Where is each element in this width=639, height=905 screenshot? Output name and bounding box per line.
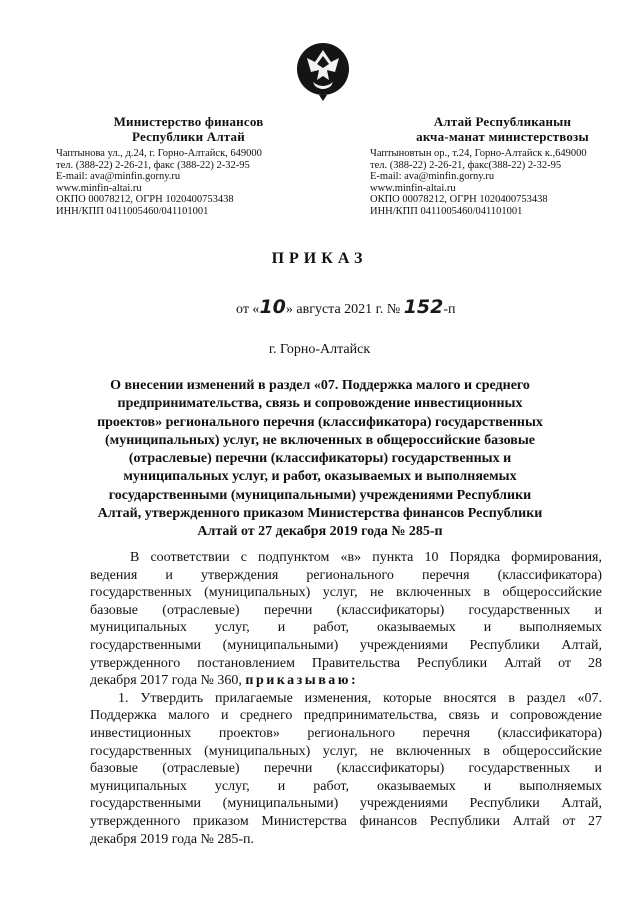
body-line: Поддержка малого и среднего предпринимательства, связь и сопровождение — [90, 708, 602, 724]
org-line: Алтай Республиканын — [433, 114, 572, 129]
body-line: декабря 2019 года № 285-п. — [90, 831, 255, 847]
phone-line: тел. (388-22) 2-26-21, факс (388-22) 2-32-95 — [56, 159, 250, 171]
subject-line: Алтай, утвержденного приказом Министерства финансов Республики — [97, 506, 543, 522]
address-line: Чаптынова ул., д.24, г. Горно-Алтайск, 649000 — [56, 148, 262, 159]
inn-line: ИНН/КПП 0411005460/041101001 — [370, 205, 523, 217]
order-body — [90, 549, 602, 848]
subject-line: проектов» регионального перечня (классификатора) государственных — [97, 414, 543, 430]
subject-line: (отраслевые) перечни (классификаторы) государственных и — [128, 451, 512, 467]
order-subject — [70, 377, 570, 542]
handwritten-number: 152 — [403, 296, 444, 318]
date-middle: » августа 2021 г. № — [285, 302, 401, 317]
handwritten-day: 10 — [259, 296, 286, 318]
subject-line: Алтай от 27 декабря 2019 года № 285-п — [197, 524, 443, 540]
number-suffix: -п — [443, 302, 456, 317]
website-line: www.minfin-altai.ru — [56, 182, 142, 194]
body-line: инвестиционных проектов» регионального перечня (классификатора) — [90, 725, 602, 741]
body-line: базовые (отраслевые) перечни (классификаторы) государственных и — [90, 761, 602, 777]
okpo-line: ОКПО 00078212, ОГРН 1020400753438 — [370, 194, 548, 205]
body-line: государственных (муниципальных) услуг, не включенных в общероссийские — [90, 743, 602, 759]
body-line: базовые (отраслевые) перечни (классификаторы) государственных и — [90, 602, 602, 618]
org-name-left — [56, 114, 321, 144]
date-line — [236, 296, 456, 318]
body-line: муниципальных услуг, и работ, оказываемых и выполняемых — [90, 620, 602, 636]
subject-line: муниципальных услуг, и работ, оказываемых и выполняемых — [123, 469, 517, 485]
document-title: ПРИКАЗ — [271, 250, 368, 267]
body-line: государственными (муниципальными) учреждениями Республики Алтай, — [90, 796, 602, 812]
okpo-line: ОКПО 00078212, ОГРН 1020400753438 — [56, 194, 234, 205]
subject-line: О внесении изменений в раздел «07. Поддержка малого и среднего — [110, 378, 530, 393]
body-line — [90, 672, 602, 690]
order-keyword: приказываю: — [245, 673, 359, 689]
header-right — [370, 114, 635, 217]
body-line: государственных (муниципальных) услуг, не включенных в общероссийские — [90, 585, 602, 601]
date-prefix: от « — [236, 302, 260, 317]
website-line: www.minfin-altai.ru — [370, 182, 456, 194]
body-line: утвержденного постановлением Правительства Республики Алтай от 28 — [90, 655, 602, 671]
org-name-right — [370, 114, 635, 144]
body-line: муниципальных услуг, и работ, оказываемых и выполняемых — [90, 778, 602, 794]
body-text: декабря 2017 года № 360, — [90, 673, 242, 689]
org-line: акча-манат министерствозы — [416, 129, 589, 144]
body-line: 1. Утвердить прилагаемые изменения, которые вносятся в раздел «07. — [118, 690, 602, 706]
email-line: E-mail: ava@minfin.gorny.ru — [370, 171, 495, 182]
inn-line: ИНН/КПП 0411005460/041101001 — [56, 205, 209, 217]
org-line: Республики Алтай — [132, 129, 245, 144]
org-line: Министерство финансов — [113, 114, 264, 129]
subject-line: государственными (муниципальными) учреждениями Республики — [108, 487, 532, 503]
body-line: государственными (муниципальными) учреждениями Республики Алтай, — [90, 637, 602, 653]
phone-line: тел. (388-22) 2-26-21, факс(388-22) 2-32-95 — [370, 159, 562, 171]
email-line: E-mail: ava@minfin.gorny.ru — [56, 171, 181, 182]
subject-line: (муниципальных) услуг, не включенных в общероссийские базовые — [105, 432, 535, 448]
body-line: ведения и утверждения регионального перечня (классификатора) — [90, 567, 602, 583]
city: г. Горно-Алтайск — [268, 342, 371, 357]
altai-emblem-icon — [295, 40, 351, 102]
address-line: Чаптыновтын ор., т.24, Горно-Алтайск к.,649000 — [370, 148, 587, 159]
body-line: утвержденного приказом Министерства финансов Республики Алтай от 27 — [90, 813, 602, 829]
header-left — [56, 114, 321, 217]
body-line: В соответствии с подпунктом «в» пункта 10 Порядка формирования, — [130, 550, 602, 565]
subject-line: предпринимательства, связь и сопровождение инвестиционных — [117, 396, 523, 412]
